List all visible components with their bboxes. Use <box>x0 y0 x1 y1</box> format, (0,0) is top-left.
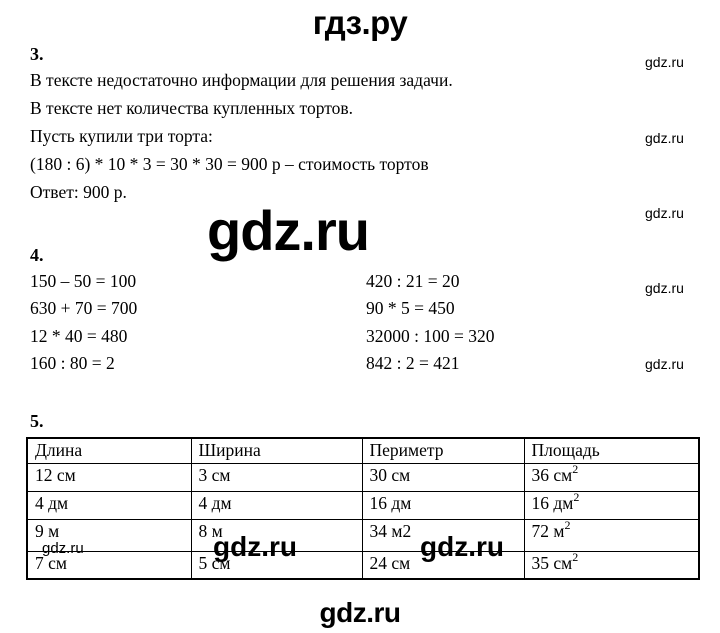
table-cell: 5 см <box>191 552 362 580</box>
table-header-area: Площадь <box>524 438 699 464</box>
watermark-table-bold-2: gdz.ru <box>420 531 504 562</box>
table-cell: 16 дм <box>362 492 524 520</box>
table-cell: 36 $см^2$ <box>524 464 699 492</box>
task3-number: 3. <box>30 44 44 64</box>
watermark-table-bold-1: gdz.ru <box>213 531 297 562</box>
table-header-perimeter: Периметр <box>362 438 524 464</box>
site-logo-top: гдз.ру <box>312 4 408 41</box>
table-cell: 7 см <box>27 552 191 580</box>
task4-eq-left-3: 12 * 40 = 480 <box>30 326 128 346</box>
task5-number: 5. <box>30 411 44 431</box>
table-cell: 30 см <box>362 464 524 492</box>
task3-line-5: Ответ: 900 р. <box>30 182 127 202</box>
task4-eq-left-4: 160 : 80 = 2 <box>30 353 115 373</box>
task4-eq-right-1: 420 : 21 = 20 <box>366 271 460 291</box>
table-row <box>27 552 699 580</box>
table-header-width: Ширина <box>191 438 362 464</box>
watermark-side-2: gdz.ru <box>645 130 684 146</box>
table-cell: 35 $см^2$ <box>524 552 699 580</box>
task4-eq-right-2: 90 * 5 = 450 <box>366 298 455 318</box>
task4-eq-left-2: 630 + 70 = 700 <box>30 298 138 318</box>
table-cell: 4 дм <box>27 492 191 520</box>
watermark-side-4: gdz.ru <box>645 280 684 296</box>
table-cell: 72 $м^2$ <box>524 520 699 552</box>
table-cell: 16 $дм^2$ <box>524 492 699 520</box>
watermark-side-1: gdz.ru <box>645 54 684 70</box>
table-cell: 4 дм <box>191 492 362 520</box>
task3-line-3: Пусть купили три торта: <box>30 126 213 146</box>
table-row <box>27 464 699 492</box>
table-cell: 34 м2 <box>362 520 524 552</box>
watermark-center-large: gdz.ru <box>207 199 369 262</box>
table-header-row <box>27 438 699 464</box>
table-cell: 12 см <box>27 464 191 492</box>
table-cell: 8 м <box>191 520 362 552</box>
table-cell: 3 см <box>191 464 362 492</box>
table-cell: 9 м <box>27 520 191 552</box>
table-row <box>27 520 699 552</box>
task3-line-2: В тексте нет количества купленных тортов. <box>30 98 354 118</box>
task3-line-1: В тексте недостаточно информации для решения задачи. <box>30 70 453 90</box>
table-row <box>27 492 699 520</box>
table-header-length: Длина <box>27 438 191 464</box>
watermark-side-3: gdz.ru <box>645 205 684 221</box>
task4-eq-right-3: 32000 : 100 = 320 <box>366 326 495 346</box>
site-logo-bottom: gdz.ru <box>319 597 401 628</box>
table-cell: 24 см <box>362 552 524 580</box>
task4-number: 4. <box>30 245 44 265</box>
watermark-side-5: gdz.ru <box>645 356 684 372</box>
task4-eq-right-4: 842 : 2 = 421 <box>366 353 460 373</box>
task3-line-4: (180 : 6) * 10 * 3 = 30 * 30 = 900 р – стоимость тортов <box>30 154 429 174</box>
dimensions-table <box>26 437 700 580</box>
task4-eq-left-1: 150 – 50 = 100 <box>30 271 137 291</box>
watermark-table-small: gdz.ru <box>42 540 84 557</box>
